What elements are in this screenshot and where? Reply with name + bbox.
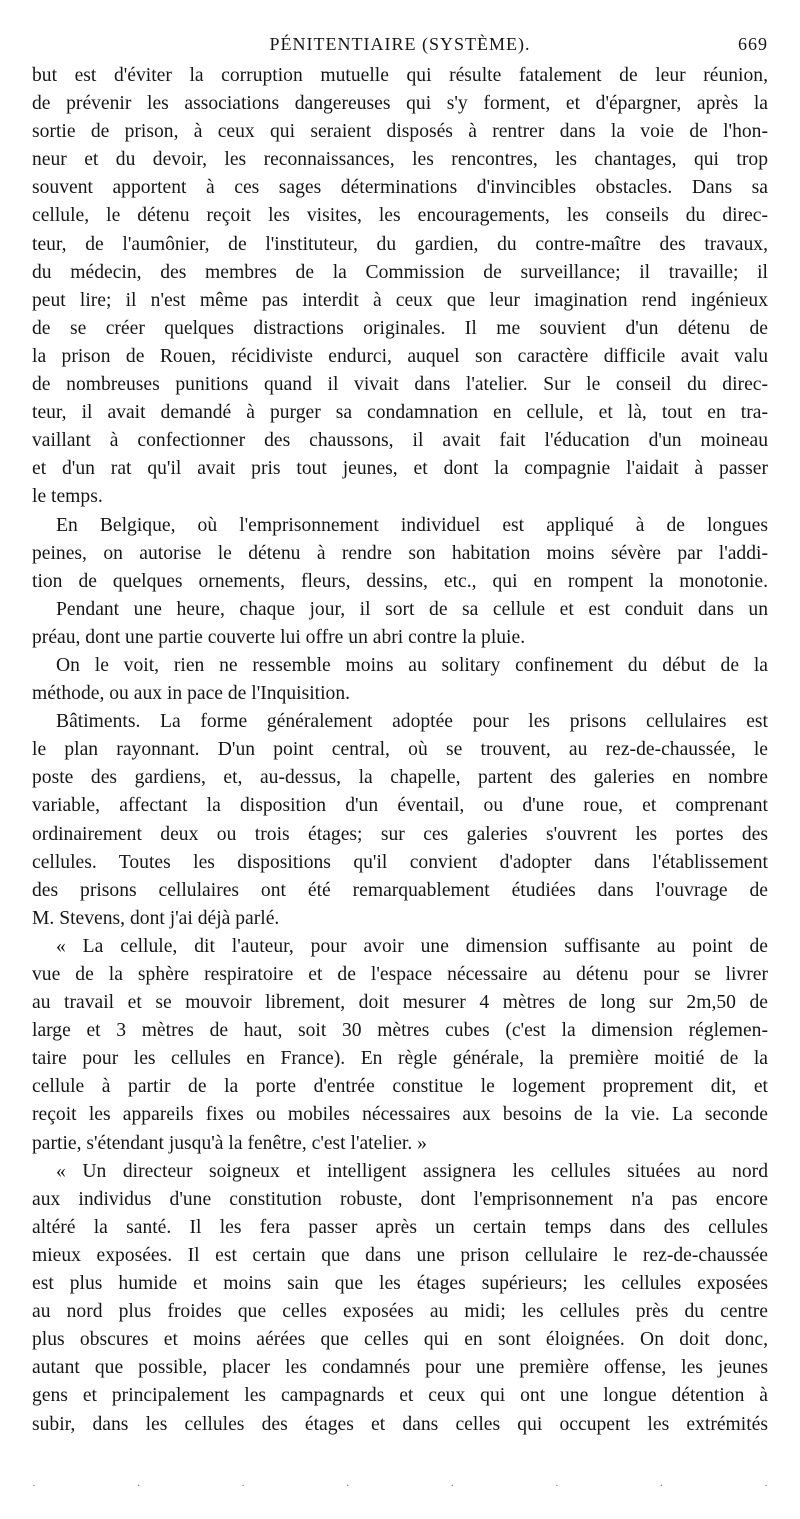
printing-mark: · bbox=[554, 1478, 559, 1492]
text-line: On le voit, rien ne ressemble moins au solitary confinement du début de la bbox=[56, 654, 768, 676]
running-title: PÉNITENTIAIRE (SYSTÈME). bbox=[269, 34, 531, 54]
text-line: et d'un rat qu'il avait pris tout jeunes, et dont la compagnie l'aidait à passer bbox=[32, 458, 768, 480]
text-line: subir, dans les cellules des étages et dans celles qui occupent les extrémités bbox=[32, 1413, 768, 1435]
text-line: large et 3 mètres de haut, soit 30 mètres cubes (c'est la dimension réglemen- bbox=[32, 1020, 768, 1042]
text-line: ordinairement deux ou trois étages; sur ces galeries s'ouvrent les portes des bbox=[32, 823, 768, 845]
text-line: taire pour les cellules en France). En règle générale, la première moitié de la bbox=[32, 1048, 768, 1070]
text-line: teur, il avait demandé à purger sa condamnation en cellule, et là, tout en tra- bbox=[32, 402, 768, 424]
text-line: souvent apportent à ces sages déterminations d'invincibles obstacles. Dans sa bbox=[32, 177, 768, 199]
text-line: mieux exposées. Il est certain que dans une prison cellulaire le rez-de-chaussée bbox=[32, 1244, 768, 1266]
text-line: peines, on autorise le détenu à rendre son habitation moins sévère par l'addi- bbox=[32, 542, 768, 564]
text-line: plus obscures et moins aérées que celles qui en sont éloignées. On doit donc, bbox=[32, 1329, 768, 1351]
text-line: « Un directeur soigneux et intelligent assignera les cellules situées au nord bbox=[56, 1160, 768, 1182]
text-line: le temps. bbox=[32, 486, 103, 508]
text-line: altéré la santé. Il les fera passer après un certain temps dans des cellules bbox=[32, 1216, 768, 1238]
text-line: gens et principalement les campagnards et ceux qui ont une longue détention à bbox=[32, 1385, 768, 1407]
text-line: « La cellule, dit l'auteur, pour avoir une dimension suffisante au point de bbox=[56, 935, 768, 957]
text-line: cellule, le détenu reçoit les visites, les encouragements, les conseils du direc- bbox=[32, 205, 768, 227]
text-line: vaillant à confectionner des chaussons, il avait fait l'éducation d'un moineau bbox=[32, 430, 768, 452]
text-line: méthode, ou aux in pace de l'Inquisition. bbox=[32, 683, 351, 705]
text-line: Pendant une heure, chaque jour, il sort de sa cellule et est conduit dans un bbox=[56, 598, 768, 620]
printing-mark: · bbox=[763, 1478, 768, 1492]
text-line: de prévenir les associations dangereuses qui s'y forment, et d'épargner, après la bbox=[32, 93, 768, 115]
text-line: variable, affectant la disposition d'un éventail, ou d'une roue, et comprenant bbox=[32, 795, 768, 817]
text-line: au travail et se mouvoir librement, doit mesurer 4 mètres de long sur 2m,50 de bbox=[32, 992, 768, 1014]
text-line: cellule à partir de la porte d'entrée constitue le logement proprement dit, et bbox=[32, 1076, 768, 1098]
text-line: M. Stevens, dont j'ai déjà parlé. bbox=[32, 907, 280, 929]
text-line: tion de quelques ornements, fleurs, dessins, etc., qui en rompent la monotonie. bbox=[32, 570, 768, 592]
text-line: teur, de l'aumônier, de l'instituteur, du gardien, du contre-maître des travaux, bbox=[32, 233, 768, 255]
printing-mark: · bbox=[345, 1478, 350, 1492]
page-number: 669 bbox=[738, 34, 768, 54]
text-line: est plus humide et moins sain que les étages supérieurs; les cellules exposées bbox=[32, 1273, 768, 1295]
text-line: la prison de Rouen, récidiviste endurci, auquel son caractère difficile avait valu bbox=[32, 345, 768, 367]
text-line: poste des gardiens, et, au-dessus, la chapelle, partent des galeries en nombre bbox=[32, 767, 768, 789]
printing-mark: · bbox=[450, 1478, 455, 1492]
text-line: préau, dont une partie couverte lui offre un abri contre la pluie. bbox=[32, 626, 526, 648]
text-line: peut lire; il n'est même pas interdit à ceux que leur imagination rend ingénieux bbox=[32, 289, 768, 311]
text-line: des prisons cellulaires ont été remarquablement étudiées dans l'ouvrage de bbox=[32, 879, 768, 901]
text-line: but est d'éviter la corruption mutuelle qui résulte fatalement de leur réunion, bbox=[32, 65, 768, 86]
text-line: de nombreuses punitions quand il vivait dans l'atelier. Sur le conseil du direc- bbox=[32, 374, 768, 396]
text-line: du médecin, des membres de la Commission de surveillance; il travaille; il bbox=[32, 261, 768, 283]
printing-mark: · bbox=[659, 1478, 664, 1492]
text-line: vue de la sphère respiratoire et de l'espace nécessaire au détenu pour se livrer bbox=[32, 964, 768, 985]
text-line: cellules. Toutes les dispositions qu'il convient d'adopter dans l'établissement bbox=[32, 851, 768, 873]
printing-mark: · bbox=[241, 1478, 246, 1492]
page-header bbox=[32, 34, 768, 60]
text-line: autant que possible, placer les condamnés pour une première offense, les jeunes bbox=[32, 1357, 768, 1379]
page-bottom-marks bbox=[32, 1478, 768, 1490]
printing-mark: · bbox=[32, 1478, 36, 1492]
text-line: Bâtiments. La forme généralement adoptée pour les prisons cellulaires est bbox=[56, 711, 768, 733]
text-line: au nord plus froides que celles exposées au midi; les cellules près du centre bbox=[32, 1301, 768, 1323]
text-line: de se créer quelques distractions originales. Il me souvient d'un détenu de bbox=[32, 317, 768, 339]
text-line: sortie de prison, à ceux qui seraient disposés à rentrer dans la voie de l'hon- bbox=[32, 121, 768, 143]
text-line: le plan rayonnant. D'un point central, où se trouvent, au rez-de-chaussée, le bbox=[32, 739, 768, 761]
text-line: neur et du devoir, les reconnaissances, les rencontres, les chantages, qui trop bbox=[32, 149, 768, 171]
text-line: aux individus d'une constitution robuste, dont l'emprisonnement n'a pas encore bbox=[32, 1188, 768, 1210]
printing-mark: · bbox=[136, 1478, 141, 1492]
text-line: partie, s'étendant jusqu'à la fenêtre, c'est l'atelier. » bbox=[32, 1132, 427, 1154]
body-text bbox=[32, 62, 768, 1439]
text-line: reçoit les appareils fixes ou mobiles nécessaires aux besoins de la vie. La seconde bbox=[32, 1104, 768, 1126]
text-line: En Belgique, où l'emprisonnement individuel est appliqué à de longues bbox=[56, 514, 768, 536]
